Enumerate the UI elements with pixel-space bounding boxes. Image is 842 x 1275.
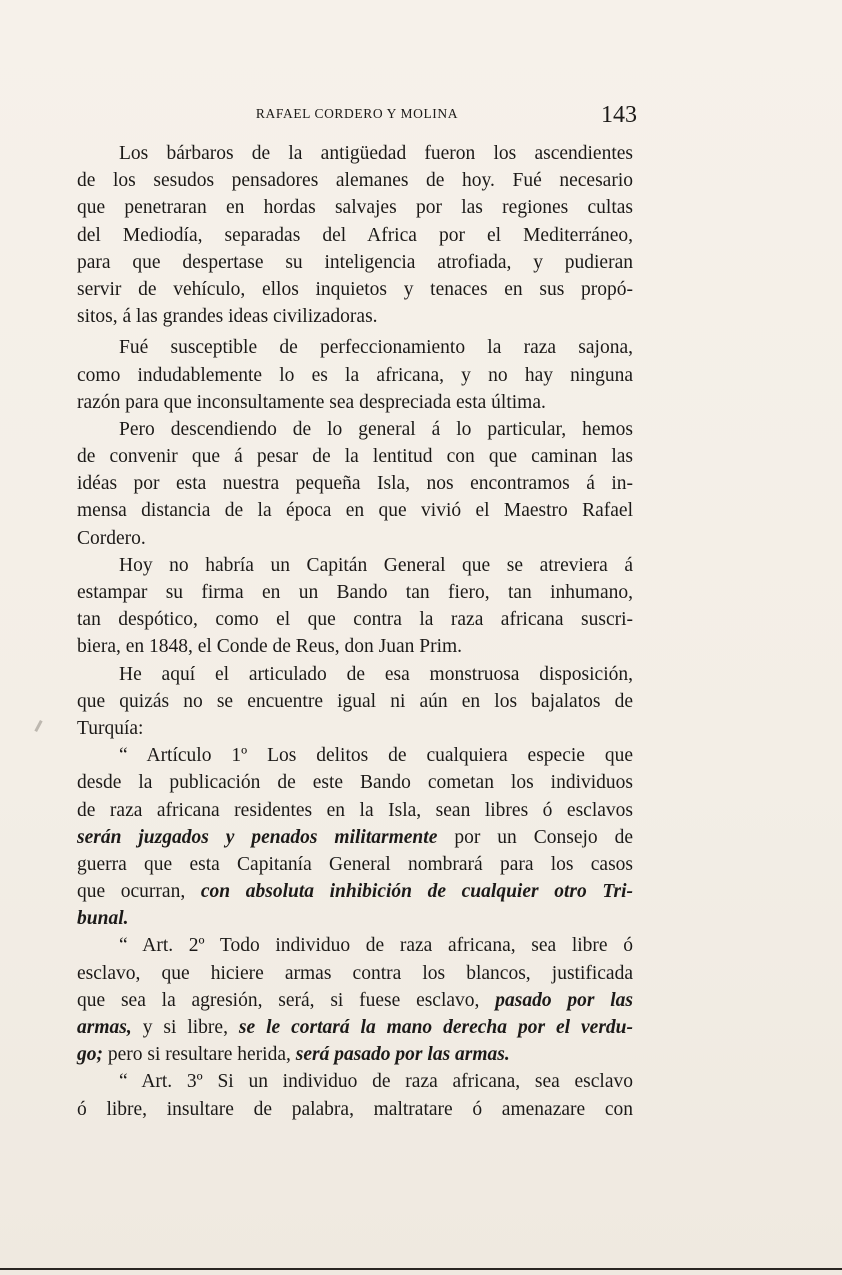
page-bottom-edge [0,1268,842,1270]
text-line: esclavo, que hiciere armas contra los blancos, justificada [77,962,633,984]
running-title: RAFAEL CORDERO Y MOLINA [255,106,459,121]
text-line [77,878,633,905]
running-head [77,100,637,130]
text-line: servir de vehículo, ellos inquietos y tenaces en sus propó- [77,278,633,300]
text-line: Hoy no habría un Capitán General que se atreviera á [119,554,633,576]
text-line: Los bárbaros de la antigüedad fueron los ascendientes [119,143,633,164]
text-line: ó libre, insultare de palabra, maltratare ó amenazare con [77,1098,633,1120]
text-line: como indudablemente lo es la africana, y no hay ninguna [77,364,633,386]
text-line: Cordero. [77,527,146,549]
text-line: Pero descendiendo de lo general á lo particular, hemos [119,418,633,440]
italic-text: go; [77,1044,103,1066]
text-line: que quizás no se encuentre igual ni aún en los bajalatos de [77,690,633,712]
text-line: idéas por esta nuestra pequeña Isla, nos encontramos á in- [77,473,633,495]
text-line: Fué susceptible de perfeccionamiento la raza sajona, [119,337,633,359]
body-text [77,140,633,1123]
text-line: de raza africana residentes en la Isla, sean libres ó esclavos [77,799,633,821]
text-line: razón para que inconsultamente sea despreciada esta última. [77,391,546,413]
text-line: biera, en 1848, el Conde de Reus, don Juan Prim. [77,636,463,658]
text-line [77,1014,633,1041]
paragraph [77,552,633,661]
text-line: de convenir que á pesar de la lentitud con que caminan las [77,446,633,468]
italic-text: será pasado por las armas. [295,1044,510,1066]
italic-text: se le cortará la mano derecha por el verdu- [238,1017,634,1038]
text-line: para que despertase su inteligencia atrofiada, y pudieran [77,251,633,273]
plain-text: que ocurran, [77,881,186,903]
margin-mark [34,720,42,732]
italic-text: armas, [77,1017,132,1038]
paragraph [77,661,633,743]
text-line: que penetraran en hordas salvajes por las regiones cultas [77,197,633,219]
text-line: tan despótico, como el que contra la raza africana suscri- [77,609,633,631]
article-2 [77,932,633,1068]
text-line: desde la publicación de este Bando cometan los individuos [77,772,633,794]
text-line [77,987,633,1014]
article-3 [77,1068,633,1122]
text-line: sitos, á las grandes ideas civilizadoras. [77,306,378,328]
text-line: guerra que esta Capitanía General nombrará para los casos [77,853,633,875]
text-line: Turquía: [77,717,144,739]
italic-text: bunal. [77,908,129,930]
italic-text: pasado por las [495,989,634,1011]
page-number: 143 [601,102,637,128]
text-line: de los sesudos pensadores alemanes de hoy. Fué necesario [77,170,633,192]
paragraph [77,140,633,330]
italic-text: serán juzgados y penados militarmente [77,826,438,848]
text-line: mensa distancia de la época en que vivió el Maestro Rafael [77,500,633,522]
text-line: He aquí el articulado de esa monstruosa disposición, [119,663,633,685]
plain-text: que sea la agresión, será, si fuese esclavo, [77,989,480,1011]
text-line [77,824,633,851]
text-line: del Mediodía, separadas del Africa por el Mediterráneo, [77,224,633,246]
text-line: estampar su firma en un Bando tan fiero, tan inhumano, [77,582,633,603]
plain-text: por un Consejo de [454,826,634,848]
plain-text: pero si resultare herida, [107,1044,291,1066]
paragraph [77,416,633,552]
text-line: “ Art. 2º Todo individuo de raza africana, sea libre ó [119,935,633,957]
text-line: “ Art. 3º Si un individuo de raza africana, sea esclavo [119,1071,633,1093]
text-line [77,1041,633,1068]
italic-text: con absoluta inhibición de cualquier otro Tri- [200,881,634,903]
text-line: “ Artículo 1º Los delitos de cualquiera especie que [119,745,633,767]
paragraph [77,334,633,416]
article-1 [77,742,633,932]
text-line [77,905,633,932]
plain-text: y si libre, [142,1017,228,1038]
